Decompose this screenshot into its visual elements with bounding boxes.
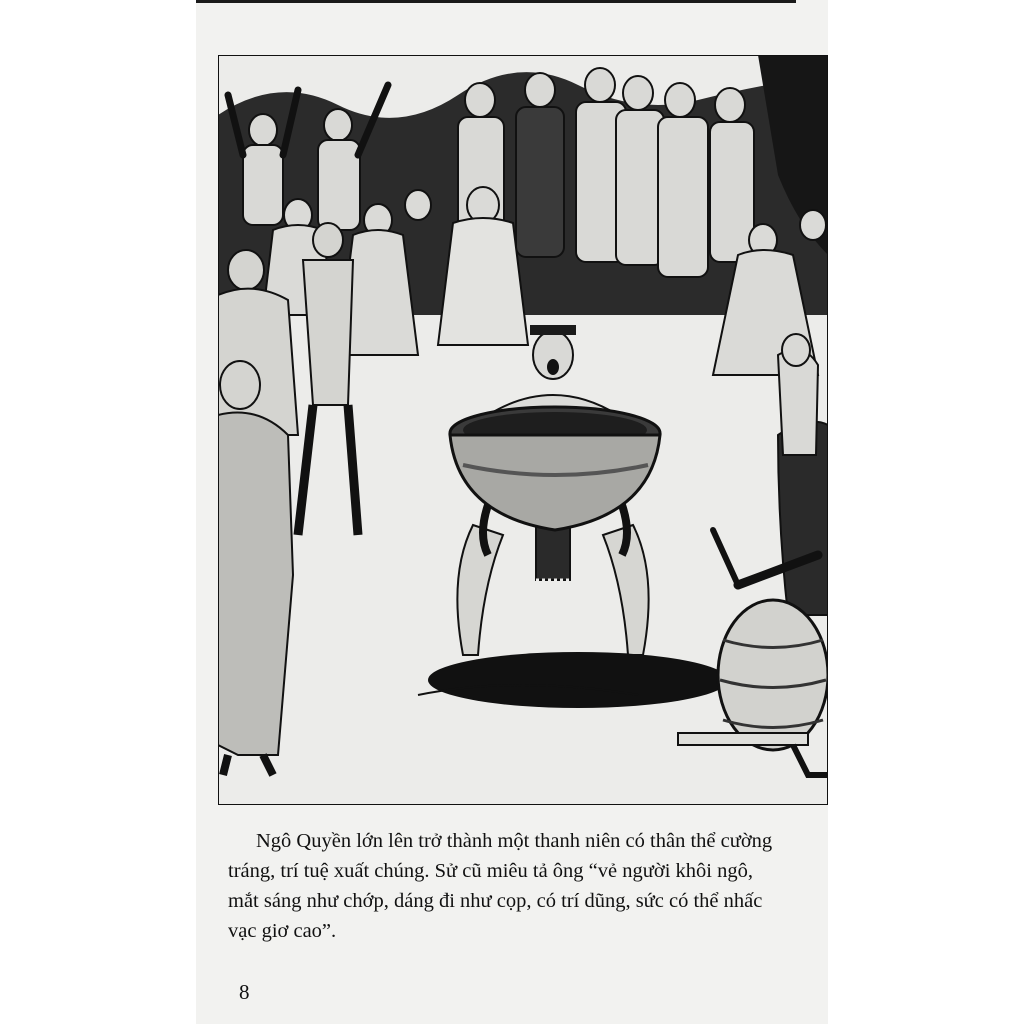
drummer-with-drum <box>678 334 828 775</box>
body-paragraph <box>228 826 828 946</box>
illustration-strongman-lifting-cauldron <box>218 55 828 805</box>
page-number: 8 <box>239 980 250 1004</box>
paragraph-line: Ngô Quyền lớn lên trở thành một thanh niên có thân thể cường <box>256 830 773 852</box>
paragraph-line: vạc giơ cao”. <box>228 920 337 942</box>
ground-shadow <box>428 652 728 708</box>
paragraph-line: tráng, trí tuệ xuất chúng. Sử cũ miêu tả ông “vẻ người khôi ngô, <box>228 860 753 882</box>
top-rule <box>196 0 796 3</box>
illustration-drawing <box>218 55 828 805</box>
left-foreground-figures <box>218 223 358 775</box>
paragraph-line: mắt sáng như chớp, dáng đi như cọp, có trí dũng, sức có thể nhấc <box>228 890 763 912</box>
